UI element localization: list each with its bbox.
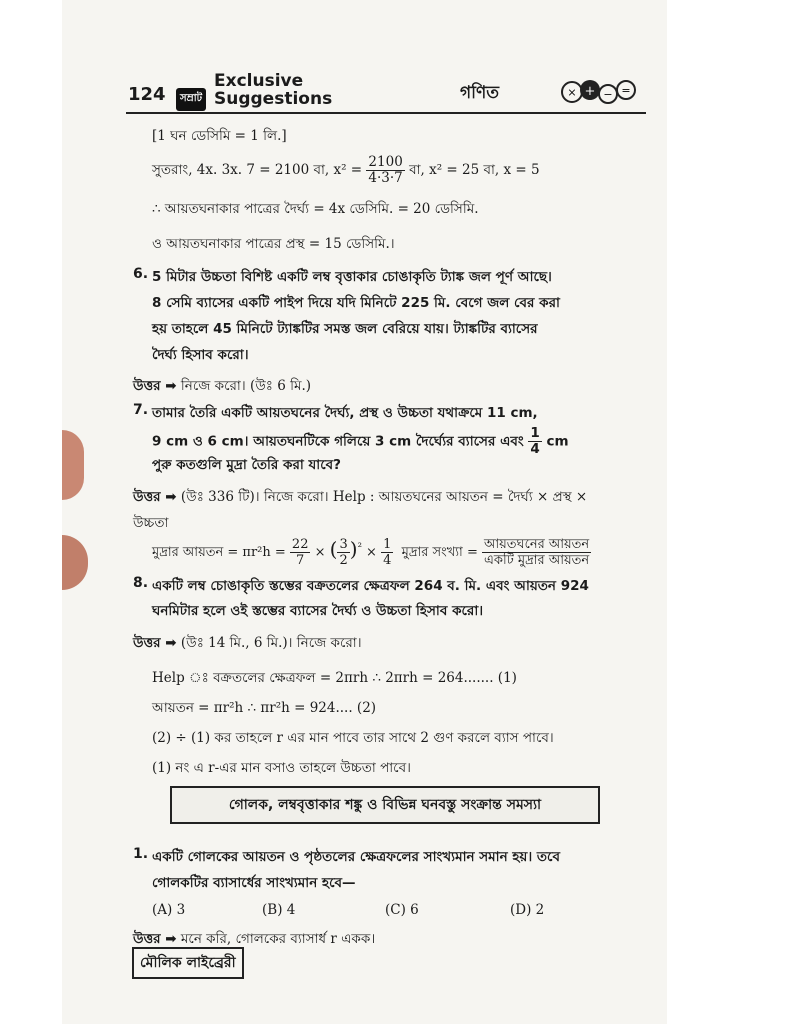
answer-line: উত্তর ➡ (উঃ 336 টি)। নিজে করো। Help : আয়তঘনের আয়তন = দৈর্ঘ্য × প্রস্থ × bbox=[133, 489, 588, 505]
question-text: 5 মিটার উচ্চতা বিশিষ্ট একটি লম্ব বৃত্তাকার চোঙাকৃতি ট্যাঙ্ক জল পূর্ণ আছে। bbox=[152, 269, 552, 285]
svg-text:=: = bbox=[621, 84, 631, 97]
question-number: 6. bbox=[133, 266, 149, 282]
page-header bbox=[126, 72, 646, 114]
question-text: পুরু কতগুলি মুদ্রা তৈরি করা যাবে? bbox=[152, 457, 341, 473]
footer-label: মৌলিক লাইব্রেরী bbox=[132, 947, 244, 979]
svg-text:×: × bbox=[567, 86, 577, 99]
help-line: Help ঃ বক্রতলের ক্ষেত্রফল = 2πrh ∴ 2πrh = 264....... (1) bbox=[152, 670, 517, 686]
answer-line: উত্তর ➡ মনে করি, গোলকের ব্যাসার্ধ r একক। bbox=[133, 931, 376, 947]
text-line: [1 ঘন ডেসিমি = 1 লি.] bbox=[152, 128, 287, 144]
answer-line: উত্তর ➡ নিজে করো। (উঃ 6 মি.) bbox=[133, 378, 312, 394]
text-line: ও আয়তঘনাকার পাত্রের প্রস্থ = 15 ডেসিমি.। bbox=[152, 236, 395, 252]
finger bbox=[62, 430, 84, 500]
brand-badge: সম্রাট bbox=[176, 88, 206, 111]
text-line: ∴ আয়তঘনাকার পাত্রের দৈর্ঘ্য = 4x ডেসিমি. = 20 ডেসিমি. bbox=[152, 201, 479, 217]
question-text: একটি লম্ব চোঙাকৃতি স্তম্ভের বক্রতলের ক্ষেত্রফল 264 ব. মি. এবং আয়তন 924 bbox=[152, 578, 589, 594]
option-d: (D) 2 bbox=[510, 902, 545, 918]
help-line: আয়তন = πr²h ∴ πr²h = 924.... (2) bbox=[152, 700, 377, 716]
question-text: 9 cm ও 6 cm। আয়তঘনটিকে গলিয়ে 3 cm দৈর্ঘ্যের ব্যাসের এবং $\frac{1}{4}$ cm bbox=[152, 425, 569, 457]
answer-line: উচ্চতা bbox=[133, 515, 169, 531]
help-line: (1) নং এ r-এর মান বসাও তাহলে উচ্চতা পাবে। bbox=[152, 760, 411, 776]
subject-title: গণিত bbox=[460, 83, 500, 103]
page-number: 124 bbox=[128, 84, 166, 105]
svg-text:−: − bbox=[603, 88, 613, 101]
formula-line: মুদ্রার আয়তন = πr²h = $\frac{22}{7}$ × ( $\frac{3}{2}$ )$^{^2}$ × $\frac{1}{4}$ মুদ্রার সংখ্যা = $\frac{\text{আয়তঘনের আয়তন}}{\text{একটি মুদ্রার আয়তন}}$ bbox=[152, 537, 590, 568]
question-text: ঘনমিটার হলে ওই স্তম্ভের ব্যাসের দৈর্ঘ্য ও উচ্চতা হিসাব করো। bbox=[152, 603, 484, 619]
question-text: তামার তৈরি একটি আয়তঘনের দৈর্ঘ্য, প্রস্থ ও উচ্চতা যথাক্রমে 11 cm, bbox=[152, 405, 538, 421]
option-b: (B) 4 bbox=[262, 902, 296, 918]
help-line: (2) ÷ (1) কর তাহলে r এর মান পাবে তার সাথে 2 গুণ করলে ব্যাস পাবে। bbox=[152, 730, 554, 746]
question-text: দৈর্ঘ্য হিসাব করো। bbox=[152, 347, 249, 363]
section-title: গোলক, লম্ববৃত্তাকার শঙ্কু ও বিভিন্ন ঘনবস্তু সংক্রান্ত সমস্যা bbox=[170, 786, 600, 824]
question-text: একটি গোলকের আয়তন ও পৃষ্ঠতলের ক্ষেত্রফলের সাংখ্যমান সমান হয়। তবে bbox=[152, 849, 560, 865]
answer-line: উত্তর ➡ (উঃ 14 মি., 6 মি.)। নিজে করো। bbox=[133, 635, 362, 651]
question-text: হয় তাহলে 45 মিনিটে ট্যাঙ্কটির সমস্ত জল বেরিয়ে যায়। ট্যাঙ্কটির ব্যাসের bbox=[152, 321, 538, 337]
question-number: 7. bbox=[133, 402, 149, 418]
question-text: গোলকটির ব্যাসার্ধের সাংখ্যমান হবে— bbox=[152, 875, 356, 891]
svg-text:+: + bbox=[584, 84, 596, 99]
equation-line: সুতরাং, 4x. 3x. 7 = 2100 বা, x² = $\frac{2100}{4\cdot 3\cdot 7}$ বা, x² = 25 বা, x = 5 bbox=[152, 154, 540, 186]
option-a: (A) 3 bbox=[152, 902, 186, 918]
math-symbols-logo bbox=[560, 76, 640, 108]
header-rule bbox=[126, 112, 646, 114]
option-c: (C) 6 bbox=[385, 902, 419, 918]
question-text: 8 সেমি ব্যাসের একটি পাইপ দিয়ে যদি মিনিটে 225 মি. বেগে জল বের করা bbox=[152, 295, 560, 311]
question-number: 1. bbox=[133, 846, 149, 862]
brand-title: Exclusive Suggestions bbox=[214, 71, 333, 109]
question-number: 8. bbox=[133, 575, 149, 591]
